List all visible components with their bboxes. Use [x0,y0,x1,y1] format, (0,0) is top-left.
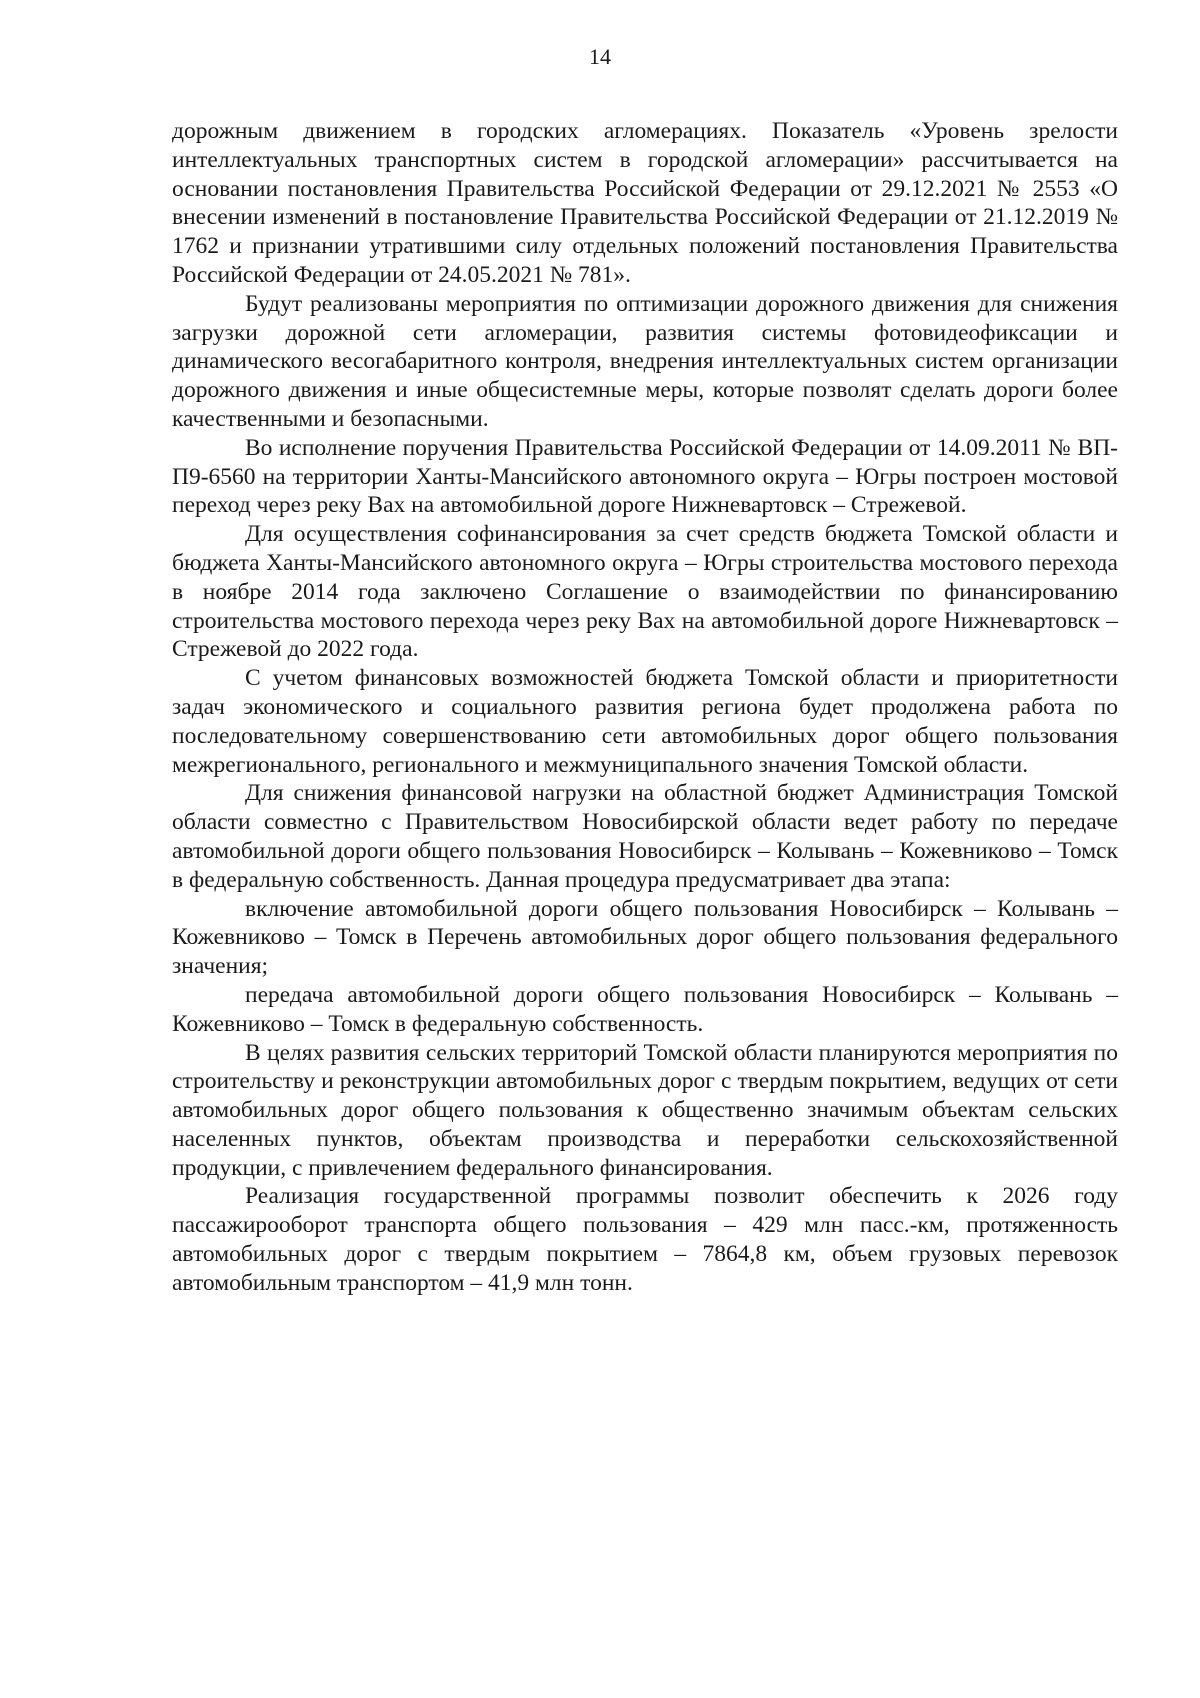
paragraph-program-results: Реализация государственной программы позволит обеспечить к 2026 году пассажирооборот транспорта общего пользования – 429 млн пасс.-км, протяженность автомобильных дорог с твердым покрытием – 7864,8 км, объем грузовых перевозок автомобильным транспортом – 41,9 млн тонн. [172,1183,1118,1296]
paragraph-rural-roads: В целях развития сельских территорий Томской области планируются мероприятия по строительству и реконструкции автомобильных дорог с твердым покрытием, ведущих от сети автомобильных дорог общего пользования к общественно значимым объектам сельских населенных пунктов, объектам производства и переработки сельскохозяйственной продукции, с привлечением федерального финансирования. [172,1039,1118,1181]
page-number: 14 [589,44,611,69]
paragraph-vakh-bridge: Во исполнение поручения Правительства Российской Федерации от 14.09.2011 № ВП-П9-6560 на территории Ханты-Мансийского автономного округа – Югры построен мостовой переход через реку Вах на автомобильной дороге Нижневартовск – Стрежевой. [172,434,1118,519]
paragraph-stage-one: включение автомобильной дороги общего пользования Новосибирск – Колывань – Кожевниково – Томск в Перечень автомобильных дорог общего пользования федерального значения; [172,895,1118,980]
paragraph-continuation: дорожным движением в городских агломерациях. Показатель «Уровень зрелости интеллектуальных транспортных систем в городской агломерации» рассчитывается на основании постановления Правительства Российской Федерации от 29.12.2021 № 2553 «О внесении изменений в постановление Правительства Российской Федерации от 21.12.2019 № 1762 и признании утратившими силу отдельных положений постановления Правительства Российской Федерации от 24.05.2021 № 781». [172,118,1118,288]
paragraph-federal-transfer: Для снижения финансовой нагрузки на областной бюджет Администрация Томской области совместно с Правительством Новосибирской области ведет работу по передаче автомобильной дороги общего пользования Новосибирск – Колывань – Кожевниково – Томск в федеральную собственность. Данная процедура предусматривает два этапа: [172,780,1118,893]
body-text [172,117,1118,1298]
paragraph-road-network-development: С учетом финансовых возможностей бюджета Томской области и приоритетности задач экономического и социального развития региона будет продолжена работа по последовательному совершенствованию сети автомобильных дорог общего пользования межрегионального, регионального и межмуниципального значения Томской области. [172,665,1118,778]
paragraph-stage-two: передача автомобильной дороги общего пользования Новосибирск – Колывань – Кожевниково – Томск в федеральную собственность. [172,981,1118,1037]
paragraph-cofinancing: Для осуществления софинансирования за счет средств бюджета Томской области и бюджета Ханты-Мансийского автономного округа – Югры строительства мостового перехода в ноябре 2014 года заключено Соглашение о взаимодействии по финансированию строительства мостового перехода через реку Вах на автомобильной дороге Нижневартовск – Стрежевой до 2022 года. [172,521,1118,663]
paragraph-road-traffic-measures: Будут реализованы мероприятия по оптимизации дорожного движения для снижения загрузки дорожной сети агломерации, развития системы фотовидеофиксации и динамического весогабаритного контроля, внедрения интеллектуальных систем организации дорожного движения и иные общесистемные меры, которые позволят сделать дороги более качественными и безопасными. [172,290,1118,432]
